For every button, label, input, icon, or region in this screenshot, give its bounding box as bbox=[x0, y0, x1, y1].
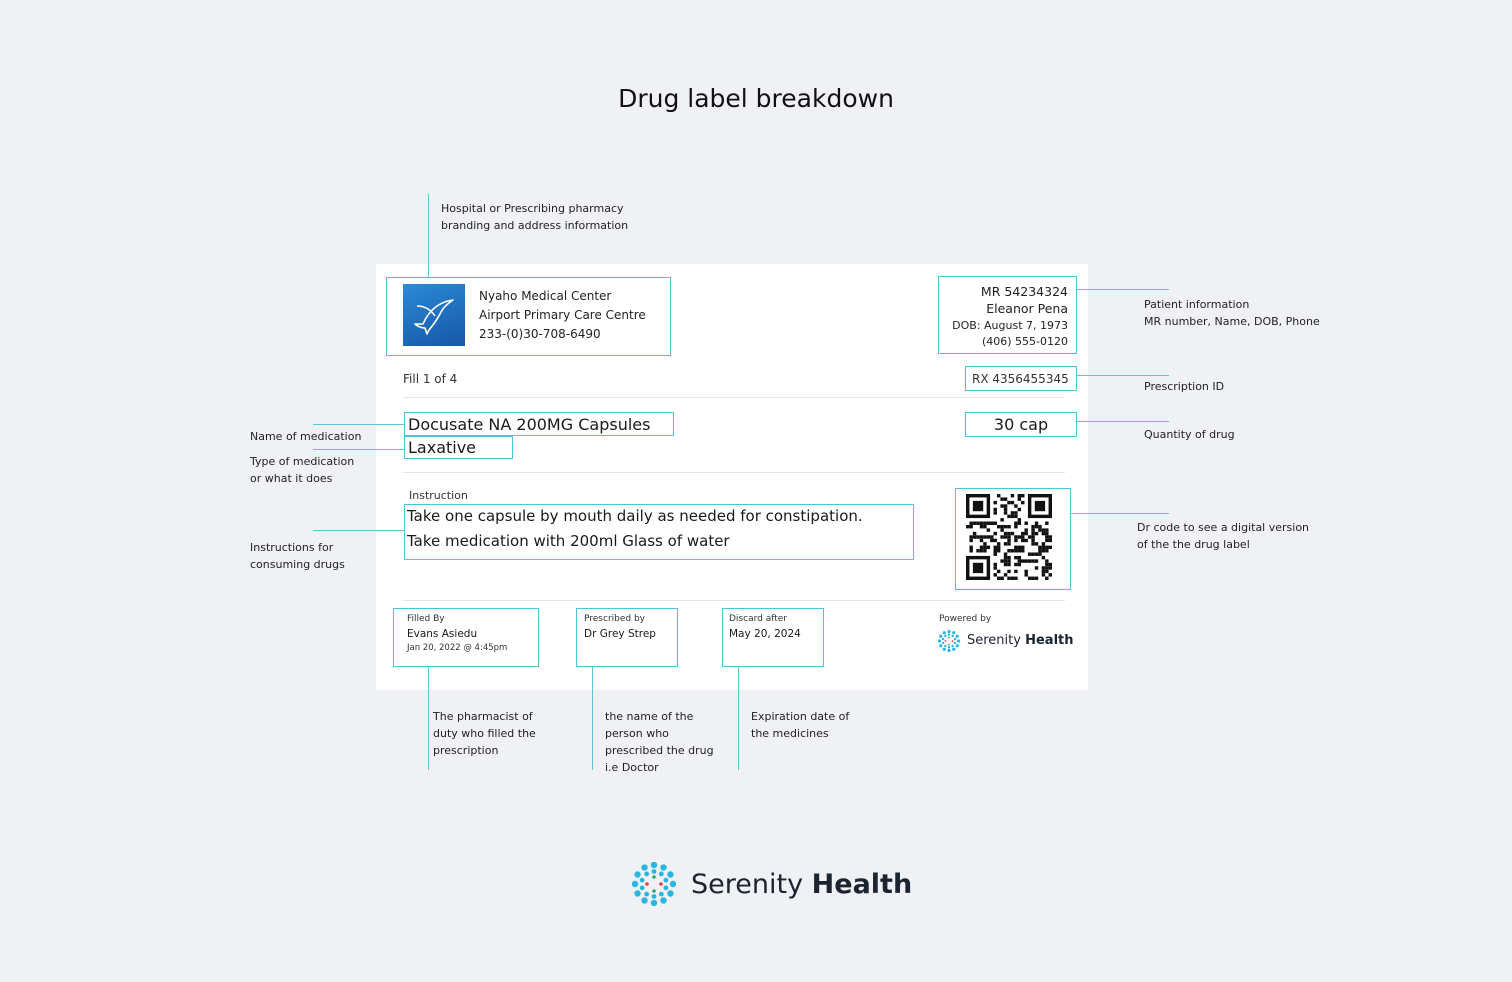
serenity-flower-icon bbox=[632, 862, 676, 906]
medication-type: Laxative bbox=[408, 438, 477, 457]
filled-by-heading: Filled By bbox=[407, 614, 445, 624]
connector-line bbox=[1071, 513, 1169, 514]
annotation-pharmacist bbox=[433, 708, 536, 759]
annotation-text: consuming drugs bbox=[250, 558, 345, 571]
serenity-flower-icon bbox=[938, 630, 960, 652]
divider bbox=[403, 600, 1065, 601]
qr-code-icon bbox=[966, 494, 1052, 580]
medication-name: Docusate NA 200MG Capsules bbox=[408, 415, 651, 434]
annotation-text: Hospital or Prescribing pharmacy bbox=[441, 202, 624, 215]
annotation-qr bbox=[1137, 519, 1309, 553]
annotation-text: of the the drug label bbox=[1137, 538, 1250, 551]
hospital-logo bbox=[403, 284, 465, 346]
brand-light: Serenity bbox=[691, 869, 804, 900]
annotation-hospital bbox=[441, 200, 628, 234]
annotation-medication-type bbox=[250, 453, 354, 487]
annotation-text: The pharmacist of bbox=[433, 710, 533, 723]
patient-mr: MR 54234324 bbox=[980, 284, 1068, 299]
annotation-text: or what it does bbox=[250, 472, 333, 485]
discard-after-heading: Discard after bbox=[729, 614, 787, 624]
annotation-instructions bbox=[250, 539, 345, 573]
connector-line bbox=[313, 424, 404, 425]
annotation-text: branding and address information bbox=[441, 219, 629, 232]
connector-line bbox=[313, 530, 404, 531]
footer-brand bbox=[691, 869, 912, 900]
annotation-text: Instructions for bbox=[250, 541, 334, 554]
connector-line bbox=[1077, 421, 1169, 422]
prescribed-by-heading: Prescribed by bbox=[584, 614, 646, 624]
fill-count: Fill 1 of 4 bbox=[403, 372, 458, 386]
page-title: Drug label breakdown bbox=[618, 84, 894, 113]
divider bbox=[403, 397, 1065, 398]
annotation-text: i.e Doctor bbox=[605, 761, 659, 774]
hospital-name: Nyaho Medical Center bbox=[479, 289, 612, 303]
divider bbox=[403, 472, 1065, 473]
instruction-line-2: Take medication with 200ml Glass of water bbox=[407, 532, 730, 550]
rx-number: RX 4356455345 bbox=[972, 372, 1069, 386]
annotation-quantity: Quantity of drug bbox=[1144, 428, 1235, 441]
powered-by-brand bbox=[967, 633, 1074, 648]
discard-after-date: May 20, 2024 bbox=[729, 628, 801, 640]
filled-by-name: Evans Asiedu bbox=[407, 628, 478, 640]
hospital-phone: 233-(0)30-708-6490 bbox=[479, 327, 601, 341]
hospital-branch: Airport Primary Care Centre bbox=[479, 308, 646, 322]
brand-bold: Health bbox=[1025, 633, 1074, 648]
annotation-medication-name: Name of medication bbox=[250, 430, 362, 443]
connector-line bbox=[313, 449, 404, 450]
connector-line bbox=[592, 667, 593, 770]
brand-bold: Health bbox=[811, 869, 913, 900]
annotation-text: Expiration date of bbox=[751, 710, 850, 723]
annotation-text: person who bbox=[605, 727, 669, 740]
annotation-expiration bbox=[751, 708, 849, 742]
annotation-text: MR number, Name, DOB, Phone bbox=[1144, 315, 1320, 328]
annotation-text: the name of the bbox=[605, 710, 694, 723]
quantity-value: 30 cap bbox=[993, 415, 1049, 434]
brand-light: Serenity bbox=[967, 633, 1021, 648]
connector-line bbox=[428, 194, 429, 278]
hummingbird-icon bbox=[403, 284, 465, 346]
powered-by-label: Powered by bbox=[939, 614, 992, 624]
instruction-line-1: Take one capsule by mouth daily as needed for constipation. bbox=[407, 507, 863, 525]
patient-name: Eleanor Pena bbox=[986, 301, 1068, 316]
annotation-text: prescribed the drug bbox=[605, 744, 714, 757]
connector-line bbox=[428, 667, 429, 770]
annotation-prescription-id: Prescription ID bbox=[1144, 380, 1225, 393]
annotation-prescriber bbox=[605, 708, 714, 776]
filled-by-datetime: Jan 20, 2022 @ 4:45pm bbox=[407, 643, 508, 653]
connector-line bbox=[738, 667, 739, 770]
annotation-text: Patient information bbox=[1144, 298, 1250, 311]
prescribed-by-name: Dr Grey Strep bbox=[584, 628, 656, 640]
annotation-text: Dr code to see a digital version bbox=[1137, 521, 1310, 534]
connector-line bbox=[1077, 289, 1169, 290]
annotation-patient bbox=[1144, 296, 1320, 330]
patient-dob: DOB: August 7, 1973 bbox=[952, 319, 1068, 332]
annotation-text: duty who filled the bbox=[433, 727, 536, 740]
patient-phone: (406) 555-0120 bbox=[981, 335, 1068, 348]
annotation-text: the medicines bbox=[751, 727, 829, 740]
instruction-heading: Instruction bbox=[409, 489, 468, 502]
connector-line bbox=[1077, 375, 1169, 376]
annotation-text: prescription bbox=[433, 744, 499, 757]
annotation-text: Type of medication bbox=[250, 455, 355, 468]
